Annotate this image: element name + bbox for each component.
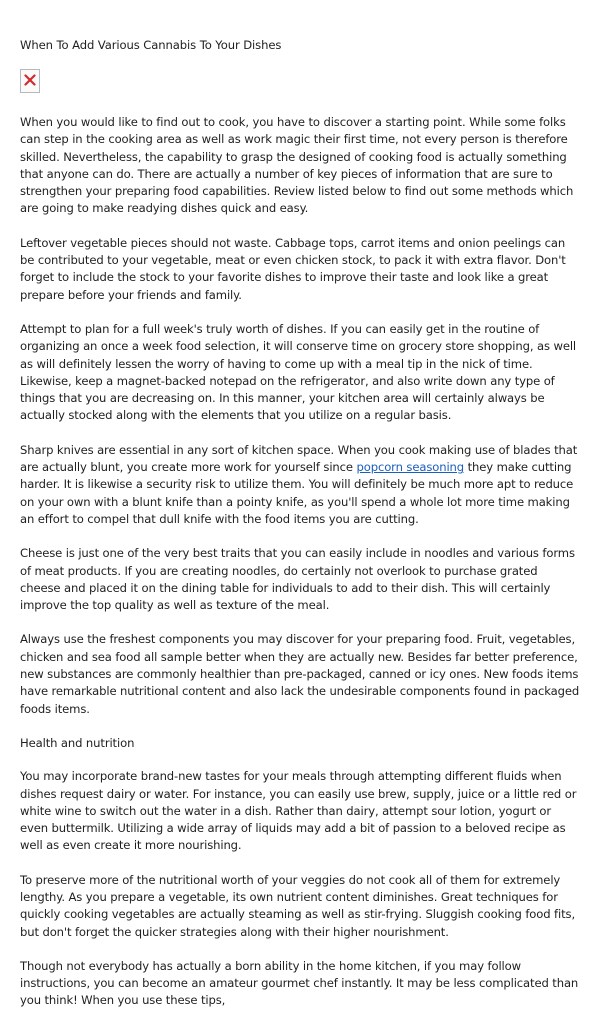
- paragraph-knives: [20, 442, 580, 528]
- section-heading: Health and nutrition: [20, 735, 135, 750]
- paragraph-meal-planning: Attempt to plan for a full week's truly worth of dishes. If you can easily get in the routine of organizing an once a week food selection, it will conserve time on grocery store shopping, as well as will definitely lessen the worry of having to come up with a meal tip in the nick of time. Likewise, keep a magnet-backed notepad on the refrigerator, and also write down any type of things that you are decreasing on. In this manner, your kitchen area will certainly always be actually stocked along with the elements that you utilize on a regular basis.: [20, 321, 577, 423]
- paragraph-cheese: Cheese is just one of the very best traits that you can easily include in noodles and various forms of meat products. If you are creating noodles, do certainly not overlook to purchase grated cheese and placed it on the dining table for individuals to add to their dish. This will certainly improve the top quality as well as texture of the meal.: [20, 546, 575, 613]
- paragraph-leftovers: Leftover vegetable pieces should not waste. Cabbage tops, carrot items and onion peelings can be contributed to your vegetable, meat or even chicken stock, to pack it with extra flavor. Don't forget to include the stock to your favorite dishes to improve their taste and look like a great prepare before your friends and family.: [20, 235, 566, 302]
- knives-text-after: they make cutting harder. It is likewise a security risk to utilize them. You will definitely be much more apt to reduce on your own with a blunt knife than a pointy knife, as you'll spend a whole lot more time making an effort to compel that dull knife with the food items you are cutting.: [20, 460, 574, 526]
- article-body: [20, 114, 580, 1010]
- popcorn-seasoning-link[interactable]: popcorn seasoning: [356, 460, 465, 475]
- paragraph-conclusion: Though not everybody has actually a born ability in the home kitchen, if you may follow instructions, you can become an amateur gourmet chef instantly. It may be less complicated than you think! When you use these tips,: [20, 958, 579, 1008]
- page-title: When To Add Various Cannabis To Your Dishes: [20, 38, 282, 52]
- broken-image-icon: [24, 74, 36, 86]
- paragraph-fresh-ingredients: Always use the freshest components you may discover for your preparing food. Fruit, vegetables, chicken and sea food all sample better when they are actually new. Besides far better preference, new substances are commonly healthier than pre-packaged, canned or icy ones. New foods items have remarkable nutritional content and also lack the undesirable components found in packaged foods items.: [20, 632, 580, 716]
- paragraph-liquids: You may incorporate brand-new tastes for your meals through attempting different fluids when dishes request dairy or water. For instance, you can easily use brew, supply, juice or a little red or white wine to switch out the water in a dish. Rather than dairy, attempt sour lotion, yogurt or even buttermilk. Utilizing a wide array of liquids may add a bit of passion to a beloved recipe as well as even create it more nourishing.: [20, 769, 577, 853]
- broken-image: [20, 69, 40, 93]
- knives-text-before: Sharp knives are essential in any sort of kitchen space. When you cook making use of blades that are actually blunt, you create more work for yourself since: [20, 442, 578, 475]
- article: [20, 0, 580, 1027]
- paragraph-intro: When you would like to find out to cook, you have to discover a starting point. While some folks can step in the cooking area as well as work magic their first time, not every person is therefore skilled. Nevertheless, the capability to grasp the designed of cooking food is actually something that anyone can do. There are actually a number of key pieces of information that are sure to strengthen your preparing food capabilities. Review listed below to find out some methods which are going to make readying dishes quick and easy.: [20, 115, 574, 216]
- paragraph-vegetables: To preserve more of the nutritional worth of your veggies do not cook all of them for extremely lengthy. As you prepare a vegetable, its own nutrient content diminishes. Great techniques for quickly cooking vegetables are actually steaming as well as stir-frying. Sluggish cooking food fits, but don't forget the quicker strategies along with their higher nourishment.: [20, 872, 576, 939]
